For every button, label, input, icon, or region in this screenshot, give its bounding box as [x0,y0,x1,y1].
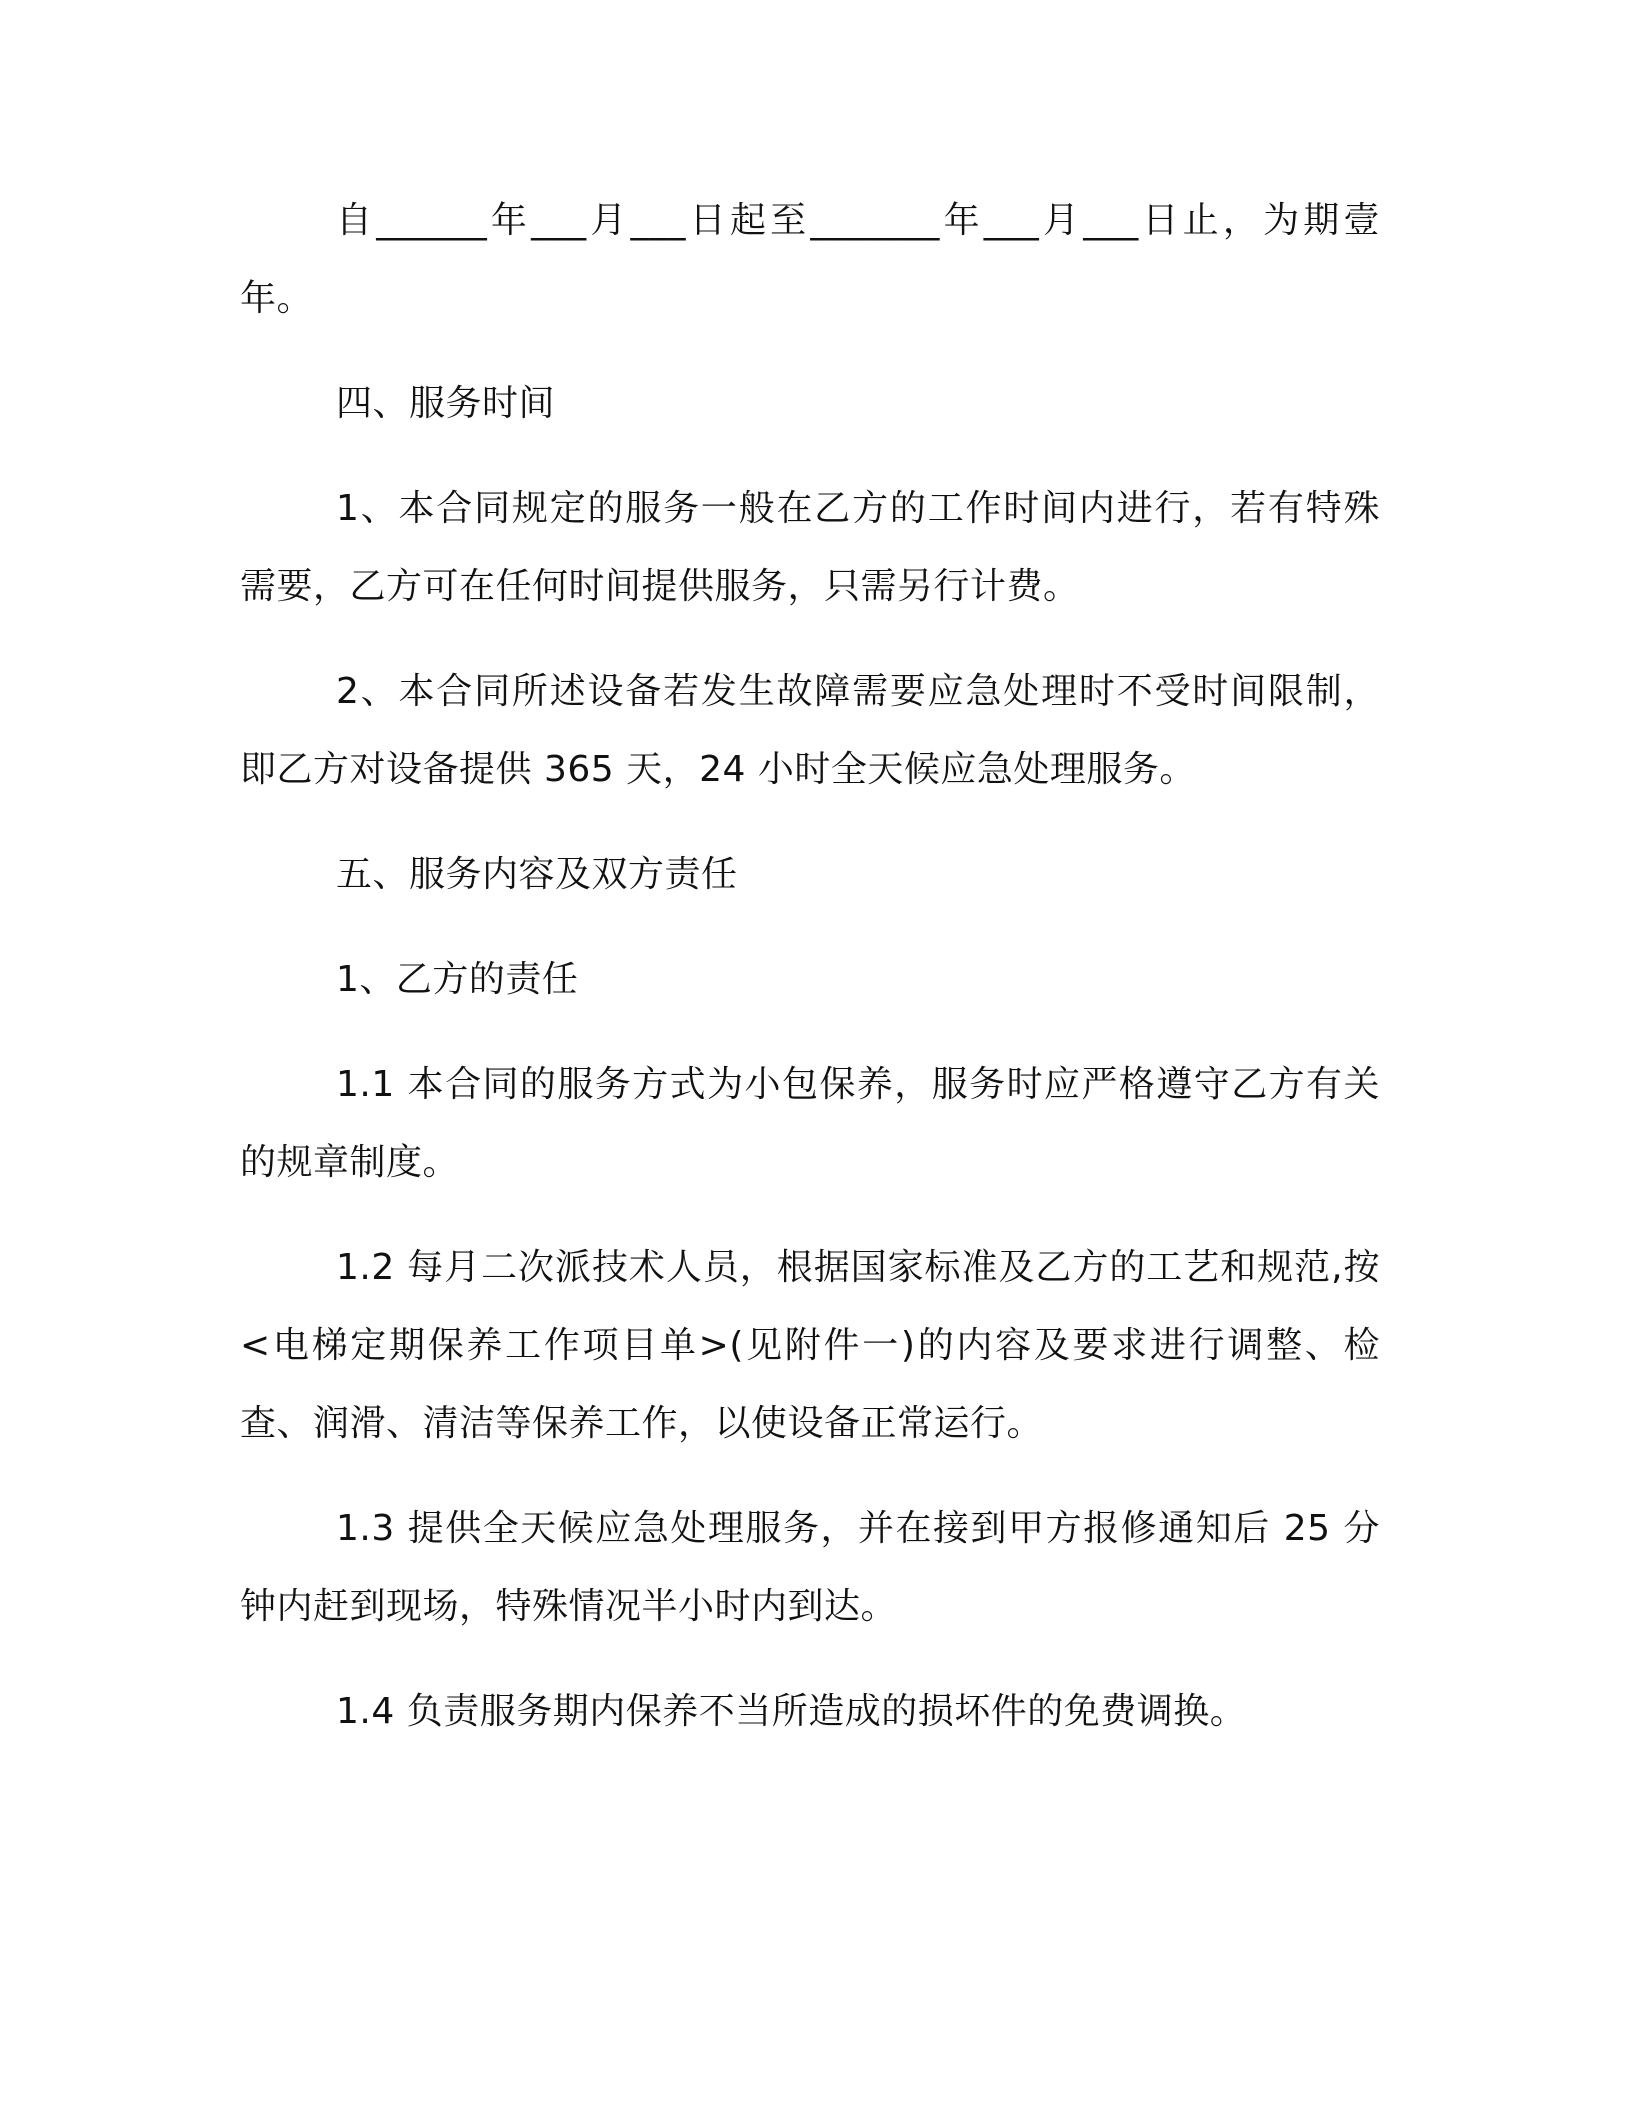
clause-1-2: 1.2 每月二次派技术人员，根据国家标准及乙方的工艺和规范,按<电梯定期保养工作项目单>(见附件一)的内容及要求进行调整、检查、润滑、清洁等保养工作，以使设备正常运行。 [240,1247,1380,1444]
clause-1-3: 1.3 提供全天候应急处理服务，并在接到甲方报修通知后 25 分钟内赶到现场，特殊情况半小时内到达。 [240,1508,1380,1627]
document-body [240,182,1380,1751]
service-period-paragraph: 自______年___月___日起至_______年___月___日止，为期壹 年。 [240,200,1380,319]
subsection-heading-party-b: 1、乙方的责任 [336,959,579,1000]
section-heading-service-content: 五、服务内容及双方责任 [336,854,738,895]
clause-1-1: 1.1 本合同的服务方式为小包保养，服务时应严格遵守乙方有关的规章制度。 [240,1064,1380,1183]
clause-1-4: 1.4 负责服务期内保养不当所造成的损坏件的免费调换。 [336,1691,1247,1732]
clause-service-time-1: 1、本合同规定的服务一般在乙方的工作时间内进行，若有特殊需要，乙方可在任何时间提供服务，只需另行计费。 [240,488,1380,607]
clause-service-time-2: 2、本合同所述设备若发生故障需要应急处理时不受时间限制，即乙方对设备提供 365 天，24 小时全天候应急处理服务。 [240,671,1380,790]
section-heading-service-time: 四、服务时间 [336,383,556,424]
